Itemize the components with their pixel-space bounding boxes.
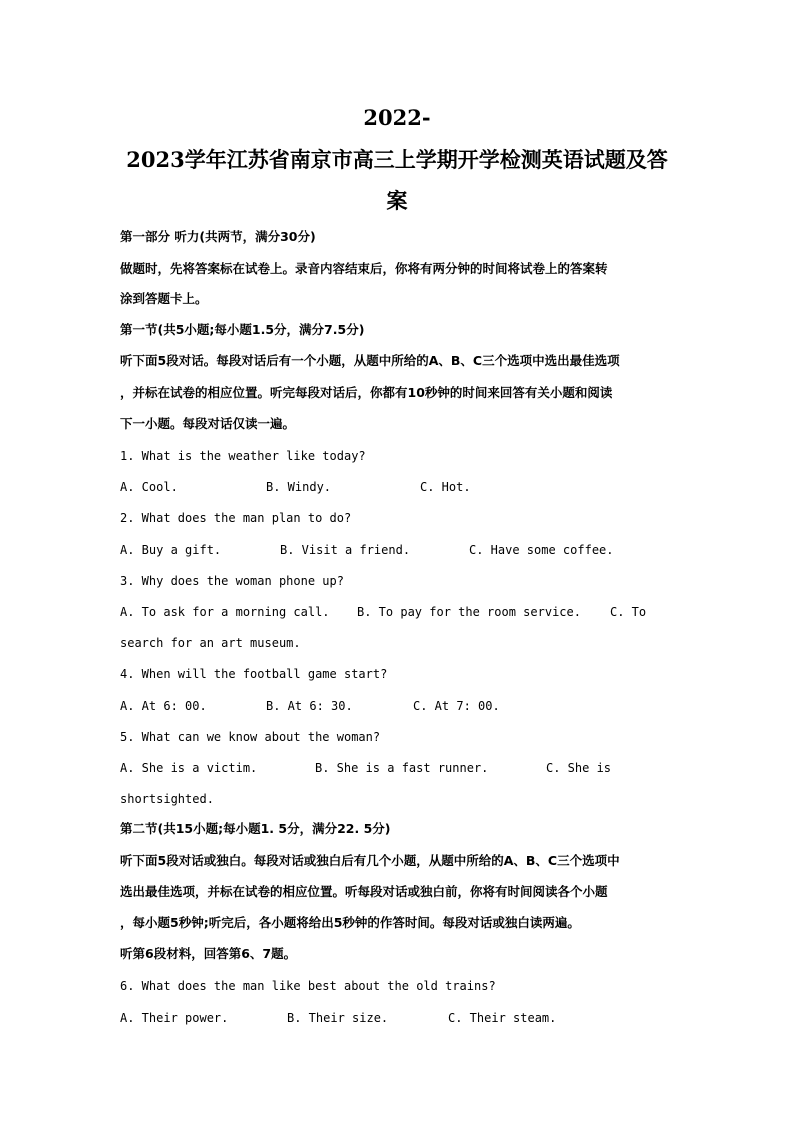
question-3-option-b: B. To pay for the room service. [357, 605, 581, 619]
question-4-option-a: A. At 6: 00. [120, 699, 207, 713]
question-3-option-a: A. To ask for a morning call. [120, 605, 330, 619]
section1-instruction-line-2: ，并标在试卷的相应位置。听完每段对话后，你都有10秒钟的时间来回答有关小题和阅读 [120, 385, 613, 400]
question-1-text: 1. What is the weather like today? [120, 449, 366, 463]
question-2-option-a: A. Buy a gift. [120, 543, 222, 557]
section1-instruction-line-1: 听下面5段对话。每段对话后有一个小题，从题中所给的A、B、C三个选项中选出最佳选项 [120, 353, 620, 368]
question-2-text: 2. What does the man plan to do? [120, 511, 352, 525]
question-1-option-b: B. Windy. [266, 480, 332, 494]
section2-instruction-line-3: ，每小题5秒钟;听完后，各小题将给出5秒钟的作答时间。每段对话或独白读两遍。 [120, 915, 580, 930]
question-1-option-c: C. Hot. [420, 480, 471, 494]
question-5-option-b: B. She is a fast runner. [315, 761, 489, 775]
question-6-option-a: A. Their power. [120, 1011, 229, 1025]
section2-heading: 第二节(共15小题;每小题1. 5分，满分22. 5分) [120, 821, 391, 836]
question-6-text: 6. What does the man like best about the old trains? [120, 979, 496, 993]
section2-instruction-line-1: 听下面5段对话或独白。每段对话或独白后有几个小题，从题中所给的A、B、C三个选项中 [120, 853, 620, 868]
question-4-option-b: B. At 6: 30. [266, 699, 353, 713]
part1-intro-line-2: 涂到答题卡上。 [120, 291, 208, 306]
document-title-line-2: 2023学年江苏省南京市高三上学期开学检测英语试题及答 [126, 147, 668, 172]
question-6-option-b: B. Their size. [287, 1011, 389, 1025]
question-1-option-a: A. Cool. [120, 480, 178, 494]
question-2-option-c: C. Have some coffee. [469, 543, 614, 557]
section1-instruction-line-3: 下一小题。每段对话仅读一遍。 [120, 416, 296, 431]
material-6-heading: 听第6段材料，回答第6、7题。 [120, 946, 297, 961]
section1-heading: 第一节(共5小题;每小题1.5分，满分7.5分) [120, 322, 365, 337]
question-3-option-c: C. To [610, 605, 647, 619]
section2-instruction-line-2: 选出最佳选项，并标在试卷的相应位置。听每段对话或独白前，你将有时间阅读各个小题 [120, 884, 608, 899]
question-3-option-c-continued: search for an art museum. [120, 636, 301, 650]
question-5-option-a: A. She is a victim. [120, 761, 258, 775]
question-5-option-c-continued: shortsighted. [120, 792, 214, 806]
question-3-text: 3. Why does the woman phone up? [120, 574, 344, 588]
question-6-option-c: C. Their steam. [448, 1011, 557, 1025]
question-5-option-c: C. She is [546, 761, 612, 775]
document-title-line-1: 2022- [363, 105, 431, 130]
document-title-line-3: 案 [386, 188, 408, 213]
question-5-text: 5. What can we know about the woman? [120, 730, 381, 744]
question-2-option-b: B. Visit a friend. [280, 543, 411, 557]
question-4-option-c: C. At 7: 00. [413, 699, 500, 713]
part1-intro-line-1: 做题时，先将答案标在试卷上。录音内容结束后，你将有两分钟的时间将试卷上的答案转 [120, 261, 608, 276]
question-4-text: 4. When will the football game start? [120, 667, 388, 681]
part1-heading: 第一部分 听力(共两节，满分30分) [120, 229, 316, 244]
